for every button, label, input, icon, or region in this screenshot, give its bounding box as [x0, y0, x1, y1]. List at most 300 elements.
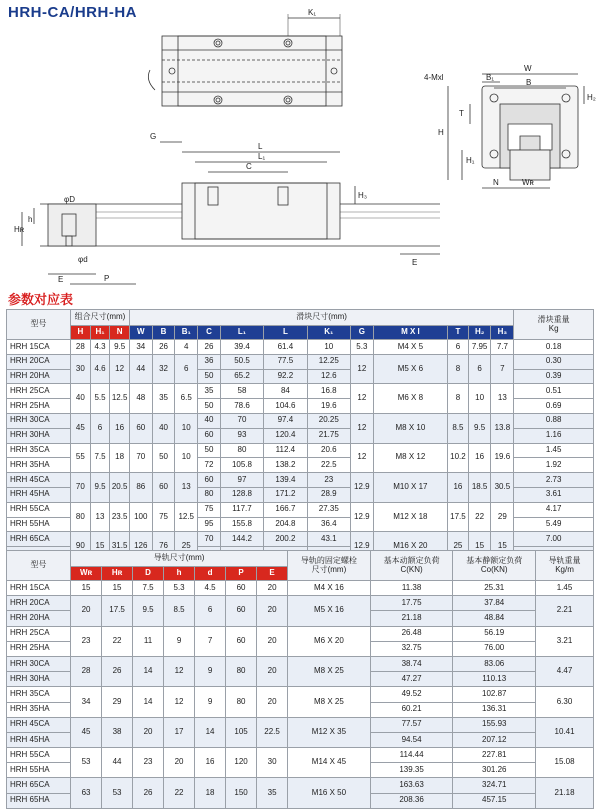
table2-col-header: Hʀ [102, 567, 133, 581]
table-cell: 26 [133, 778, 164, 808]
table-cell: 12 [350, 413, 373, 443]
table-cell: 78.6 [220, 399, 263, 414]
table-cell: 20 [164, 748, 195, 778]
table-cell: 15 [90, 532, 110, 562]
table-row-model: HRH 45HA [7, 732, 71, 747]
table-cell: 48.84 [453, 611, 536, 626]
table-cell: 12.9 [350, 532, 373, 562]
table-cell: 20.5 [110, 473, 130, 503]
table-cell: 36.4 [307, 517, 350, 532]
table-cell: 70 [129, 443, 152, 473]
dim-label-l: L [258, 142, 263, 151]
table-cell: 80 [220, 443, 263, 458]
table-cell: 8.5 [164, 596, 195, 626]
table-cell: 39.4 [220, 340, 263, 355]
table1-weight-header: 滑块重量 Kg [514, 310, 594, 340]
table-cell: 100 [129, 502, 152, 532]
table-cell: M4 X 5 [373, 340, 447, 355]
table-cell: M8 X 12 [373, 443, 447, 473]
table-cell: 97 [220, 473, 263, 488]
table-row-model: HRH 35CA [7, 687, 71, 702]
table-cell: 60 [152, 473, 175, 503]
table-row-model: HRH 55CA [7, 502, 71, 517]
table-cell: 20 [257, 656, 288, 686]
table2-col-header: Wʀ [71, 567, 102, 581]
table1-group2-header: 滑块尺寸(mm) [129, 310, 513, 326]
table1-col-header: G [350, 326, 373, 340]
table-cell: 58 [220, 384, 263, 399]
table-cell: 18 [110, 443, 130, 473]
table-cell: 20 [257, 687, 288, 717]
table-cell: 114.44 [370, 748, 453, 763]
table-row-model: HRH 20CA [7, 596, 71, 611]
table-cell: 50 [198, 369, 221, 384]
table-cell: 38.74 [370, 656, 453, 671]
table-cell: 10 [175, 443, 198, 473]
table-cell: 136.31 [453, 702, 536, 717]
table-row-model: HRH 30CA [7, 656, 71, 671]
table-cell: 9 [195, 656, 226, 686]
table-cell: 55 [71, 443, 91, 473]
table-cell: 94.54 [370, 732, 453, 747]
table-cell: 53 [102, 778, 133, 808]
table-cell: 84 [264, 384, 307, 399]
table-cell: 5.49 [514, 517, 594, 532]
dim-label-h2: H₂ [587, 93, 596, 102]
table-cell: 35 [198, 384, 221, 399]
table-cell: 117.7 [220, 502, 263, 517]
table-cell: 0.18 [514, 340, 594, 355]
table-row [7, 748, 594, 763]
table-cell: 6 [468, 354, 491, 384]
table-cell: 4.47 [536, 656, 594, 686]
table-cell: 4.3 [90, 340, 110, 355]
table-cell: M5 X 6 [373, 354, 447, 384]
table-cell: 36 [198, 354, 221, 369]
table2-col-header: E [257, 567, 288, 581]
table-row [7, 443, 594, 458]
table-cell: 4.5 [195, 581, 226, 596]
table-cell: 20 [257, 596, 288, 626]
table-row-model: HRH 25CA [7, 384, 71, 399]
table-cell: 324.71 [453, 778, 536, 793]
table-cell: 6 [195, 596, 226, 626]
table-cell: 6 [448, 340, 469, 355]
table-cell: 7.00 [514, 532, 594, 547]
table-cell: 35 [152, 384, 175, 414]
table-cell: 60 [198, 473, 221, 488]
table-row [7, 687, 594, 702]
table-cell: 14 [133, 656, 164, 686]
table-cell: 22 [164, 778, 195, 808]
table-row-model: HRH 20CA [7, 354, 71, 369]
table-cell: 144.2 [220, 532, 263, 547]
table-cell: 56.19 [453, 626, 536, 641]
rail-dimension-table [6, 550, 594, 809]
table-cell: 37.84 [453, 596, 536, 611]
table-row [7, 473, 594, 488]
table-cell: 3.21 [536, 626, 594, 656]
table-cell: 9.5 [468, 413, 491, 443]
table-row-model: HRH 30HA [7, 428, 71, 443]
table-cell: 105 [226, 717, 257, 747]
table2-weight-header: 导轨重量 Kg/m [536, 551, 594, 581]
table-cell: 97.4 [264, 413, 307, 428]
table1-col-header: K₁ [307, 326, 350, 340]
table-row [7, 502, 594, 517]
table-cell: M8 X 10 [373, 413, 447, 443]
table-cell: 60 [226, 626, 257, 656]
table-cell: 45 [71, 717, 102, 747]
table1-col-header: N [110, 326, 130, 340]
table-cell: 60 [198, 428, 221, 443]
table2-model-header: 型号 [7, 551, 71, 581]
table-cell: M16 X 50 [288, 778, 371, 808]
table2-bolt-header: 导轨的固定螺栓 尺寸(mm) [288, 551, 371, 581]
table-cell: 12.5 [175, 502, 198, 532]
table-cell: 20 [257, 581, 288, 596]
table-cell: 102.87 [453, 687, 536, 702]
table2-col-header: P [226, 567, 257, 581]
table-cell: 28.9 [307, 487, 350, 502]
table-row-model: HRH 65HA [7, 793, 71, 808]
table-cell: 22 [468, 502, 491, 532]
table-cell: 12.25 [307, 354, 350, 369]
table1-col-header: W [129, 326, 152, 340]
table-cell: 19.6 [307, 399, 350, 414]
dim-label-b1: B₁ [486, 73, 495, 82]
table2-col-header: D [133, 567, 164, 581]
table-row-model: HRH 15CA [7, 340, 71, 355]
table-cell: 23.5 [110, 502, 130, 532]
table-cell: 70 [220, 413, 263, 428]
table1-model-header: 型号 [7, 310, 71, 340]
table-cell: 12 [164, 687, 195, 717]
table-cell: 5.5 [90, 384, 110, 414]
table-row [7, 581, 594, 596]
dim-label-k1: K₁ [308, 8, 317, 17]
table-cell: M10 X 17 [373, 473, 447, 503]
table-cell: 120.4 [264, 428, 307, 443]
dim-label-p: P [104, 274, 110, 283]
table-row [7, 384, 594, 399]
table-cell: 8 [448, 384, 469, 414]
dim-label-wr: Wʀ [522, 178, 534, 187]
table1-col-header: M X l [373, 326, 447, 340]
table-cell: 301.26 [453, 763, 536, 778]
table-row [7, 340, 594, 355]
table-cell: 4.6 [90, 354, 110, 384]
table-cell: 50 [152, 443, 175, 473]
dim-label-h1: H₁ [466, 156, 475, 165]
table-cell: 70 [198, 532, 221, 547]
table-cell: 23 [71, 626, 102, 656]
table-cell: 12 [350, 443, 373, 473]
table2-col-header: d [195, 567, 226, 581]
table-row [7, 626, 594, 641]
table-cell: M12 X 18 [373, 502, 447, 532]
table-cell: 7.5 [90, 443, 110, 473]
table-cell: 7 [195, 626, 226, 656]
table-row [7, 354, 594, 369]
table-row [7, 717, 594, 732]
table-cell: 139.4 [264, 473, 307, 488]
table-cell: 15.08 [536, 748, 594, 778]
table-cell: 18.5 [468, 473, 491, 503]
table-row-model: HRH 55CA [7, 748, 71, 763]
table-cell: 31.5 [110, 532, 130, 562]
table-cell: 150 [226, 778, 257, 808]
table-cell: 40 [71, 384, 91, 414]
table-row-model: HRH 20HA [7, 611, 71, 626]
table-cell: 60 [226, 581, 257, 596]
table-cell: 26 [102, 656, 133, 686]
table1-col-header: L₁ [220, 326, 263, 340]
table-cell: 227.81 [453, 748, 536, 763]
table-cell: 16 [448, 473, 469, 503]
table-cell: 32.75 [370, 641, 453, 656]
dim-label-e-left: E [58, 275, 64, 284]
dim-label-phid-small: φd [78, 255, 88, 264]
table-cell: 21.75 [307, 428, 350, 443]
table-cell: 0.30 [514, 354, 594, 369]
table-cell: 19.6 [491, 443, 514, 473]
table2-dynamic-load-header: 基本动额定负荷 C(KN) [370, 551, 453, 581]
table-cell: 163.63 [370, 778, 453, 793]
table1-col-header: B [152, 326, 175, 340]
table-cell: 92.2 [264, 369, 307, 384]
table-cell: 20.25 [307, 413, 350, 428]
table-cell: 10.2 [448, 443, 469, 473]
dim-label-c: C [246, 162, 252, 171]
table1-col-header: H₂ [468, 326, 491, 340]
table-cell: 15 [102, 581, 133, 596]
dim-label-n: N [493, 178, 499, 187]
table1-col-header: C [198, 326, 221, 340]
table-cell: 35 [257, 778, 288, 808]
table-cell: M6 X 20 [288, 626, 371, 656]
table-cell: 6.5 [175, 384, 198, 414]
table-cell: 23 [133, 748, 164, 778]
table-cell: 12.6 [307, 369, 350, 384]
table-cell: 12 [350, 384, 373, 414]
table-cell: 200.2 [264, 532, 307, 547]
dim-label-mxl: 4-Mxl [424, 73, 444, 82]
table1-col-header: T [448, 326, 469, 340]
table-cell: 25.31 [453, 581, 536, 596]
table-cell: 0.51 [514, 384, 594, 399]
page-title: HRH-CA/HRH-HA [8, 4, 137, 21]
table-cell: 2.73 [514, 473, 594, 488]
table-cell: 17.5 [448, 502, 469, 532]
table-cell: 9.5 [90, 473, 110, 503]
table-cell: 17.75 [370, 596, 453, 611]
table-cell: 34 [71, 687, 102, 717]
dim-label-phid-large: φD [64, 195, 75, 204]
table-cell: 61.4 [264, 340, 307, 355]
table-cell: 93 [220, 428, 263, 443]
table-cell: 27.35 [307, 502, 350, 517]
table-row-model: HRH 35HA [7, 702, 71, 717]
table-cell: 1.45 [514, 443, 594, 458]
table-cell: 22.5 [257, 717, 288, 747]
table-row-model: HRH 30HA [7, 672, 71, 687]
table-cell: 110.13 [453, 672, 536, 687]
table-cell: 13 [90, 502, 110, 532]
table-cell: 0.39 [514, 369, 594, 384]
table-cell: M4 X 16 [288, 581, 371, 596]
table-cell: 20.6 [307, 443, 350, 458]
table-cell: 26 [198, 340, 221, 355]
table-cell: 12 [164, 656, 195, 686]
table-cell: 10 [307, 340, 350, 355]
table-cell: 28 [71, 340, 91, 355]
table-cell: 204.8 [264, 517, 307, 532]
table-cell: 49.52 [370, 687, 453, 702]
table-cell: 45 [71, 413, 91, 443]
table-cell: 0.88 [514, 413, 594, 428]
table-cell: 7.5 [133, 581, 164, 596]
table-cell: 80 [226, 687, 257, 717]
table-cell: 83.06 [453, 656, 536, 671]
table-row-model: HRH 65CA [7, 532, 71, 547]
table-cell: 80 [198, 487, 221, 502]
table1-col-header: H [71, 326, 91, 340]
table-cell: 22.5 [307, 458, 350, 473]
table-cell: 34 [129, 340, 152, 355]
table-cell: 23 [307, 473, 350, 488]
table-cell: 9 [164, 626, 195, 656]
table-cell: 9 [195, 687, 226, 717]
table-cell: 208.36 [370, 793, 453, 808]
table-cell: 5.3 [164, 581, 195, 596]
table-cell: 75 [152, 502, 175, 532]
table-cell: 53 [71, 748, 102, 778]
table-cell: 16 [468, 443, 491, 473]
table2-group-header: 导轨尺寸(mm) [71, 551, 288, 567]
table-cell: 60 [226, 596, 257, 626]
table-row-model: HRH 25HA [7, 641, 71, 656]
table-cell: 30.5 [491, 473, 514, 503]
dim-label-h-small: h [28, 215, 33, 224]
table-row-model: HRH 55HA [7, 763, 71, 778]
table-cell: 1.92 [514, 458, 594, 473]
dim-label-b: B [526, 78, 532, 87]
table-row-model: HRH 55HA [7, 517, 71, 532]
table-row [7, 413, 594, 428]
table-cell: 21.18 [536, 778, 594, 808]
table-cell: 0.69 [514, 399, 594, 414]
table-cell: 29 [491, 502, 514, 532]
table-cell: 20 [257, 626, 288, 656]
table-cell: 40 [198, 413, 221, 428]
table-cell: 3.61 [514, 487, 594, 502]
table-cell: 12.5 [110, 384, 130, 414]
table-cell: 16.8 [307, 384, 350, 399]
table-row [7, 532, 594, 547]
table-cell: 30 [257, 748, 288, 778]
table-cell: 90 [71, 532, 91, 562]
table-cell: 60 [129, 413, 152, 443]
table-row-model: HRH 45CA [7, 473, 71, 488]
table-cell: 12.9 [350, 502, 373, 532]
table-cell: 7 [491, 354, 514, 384]
dim-label-hr: Hʀ [14, 225, 25, 234]
dim-label-h: H [438, 128, 444, 137]
table-cell: 5.3 [350, 340, 373, 355]
table-cell: 1.45 [536, 581, 594, 596]
table-cell: 16 [110, 413, 130, 443]
table-cell: 40 [152, 413, 175, 443]
table1-group1-header: 组合尺寸(mm) [71, 310, 130, 326]
table-cell: 128.8 [220, 487, 263, 502]
table-cell: 11 [133, 626, 164, 656]
table-cell: 38 [102, 717, 133, 747]
table-row [7, 656, 594, 671]
table-cell: 15 [468, 532, 491, 562]
table-cell: 13.8 [491, 413, 514, 443]
table-cell: 7.7 [491, 340, 514, 355]
table-cell: 77.5 [264, 354, 307, 369]
table-cell: 20 [71, 596, 102, 626]
table-cell: 28 [71, 656, 102, 686]
table-cell: 32 [152, 354, 175, 384]
table-cell: 6.30 [536, 687, 594, 717]
table-cell: 75 [198, 502, 221, 517]
table-cell: 2.21 [536, 596, 594, 626]
table-cell: 13 [491, 384, 514, 414]
table-cell: 77.57 [370, 717, 453, 732]
table-row-model: HRH 30CA [7, 413, 71, 428]
dim-label-g: G [150, 132, 157, 141]
table-cell: 25 [448, 532, 469, 562]
table1-col-header: B₁ [175, 326, 198, 340]
table-cell: 50 [198, 399, 221, 414]
table-cell: 14 [195, 717, 226, 747]
table-cell: 44 [102, 748, 133, 778]
table-cell: M12 X 35 [288, 717, 371, 747]
table-cell: 8 [448, 354, 469, 384]
technical-drawings [0, 0, 600, 290]
table-cell: 17 [164, 717, 195, 747]
table-cell: M16 X 20 [373, 532, 447, 562]
table-cell: 9.5 [110, 340, 130, 355]
table-cell: 15 [491, 532, 514, 562]
table-cell: 138.2 [264, 458, 307, 473]
table1-col-header: H₁ [90, 326, 110, 340]
dim-label-h3: H₃ [358, 191, 368, 200]
top-view-drawing [148, 14, 342, 106]
slider-dimension-table [6, 309, 594, 562]
table-cell: 22 [102, 626, 133, 656]
table-cell: 166.7 [264, 502, 307, 517]
table-cell: 72 [198, 458, 221, 473]
table-cell: M8 X 25 [288, 656, 371, 686]
table-cell: M14 X 45 [288, 748, 371, 778]
table-cell: 4 [175, 340, 198, 355]
table-row-model: HRH 20HA [7, 369, 71, 384]
table-cell: 65.2 [220, 369, 263, 384]
table-cell: 171.2 [264, 487, 307, 502]
table-cell: 104.6 [264, 399, 307, 414]
table-cell: 12 [350, 354, 373, 384]
table-row-model: HRH 25CA [7, 626, 71, 641]
table-cell: 18 [195, 778, 226, 808]
table-cell: 10.41 [536, 717, 594, 747]
table-cell: 30 [71, 354, 91, 384]
table-cell: 80 [71, 502, 91, 532]
table2-col-header: h [164, 567, 195, 581]
